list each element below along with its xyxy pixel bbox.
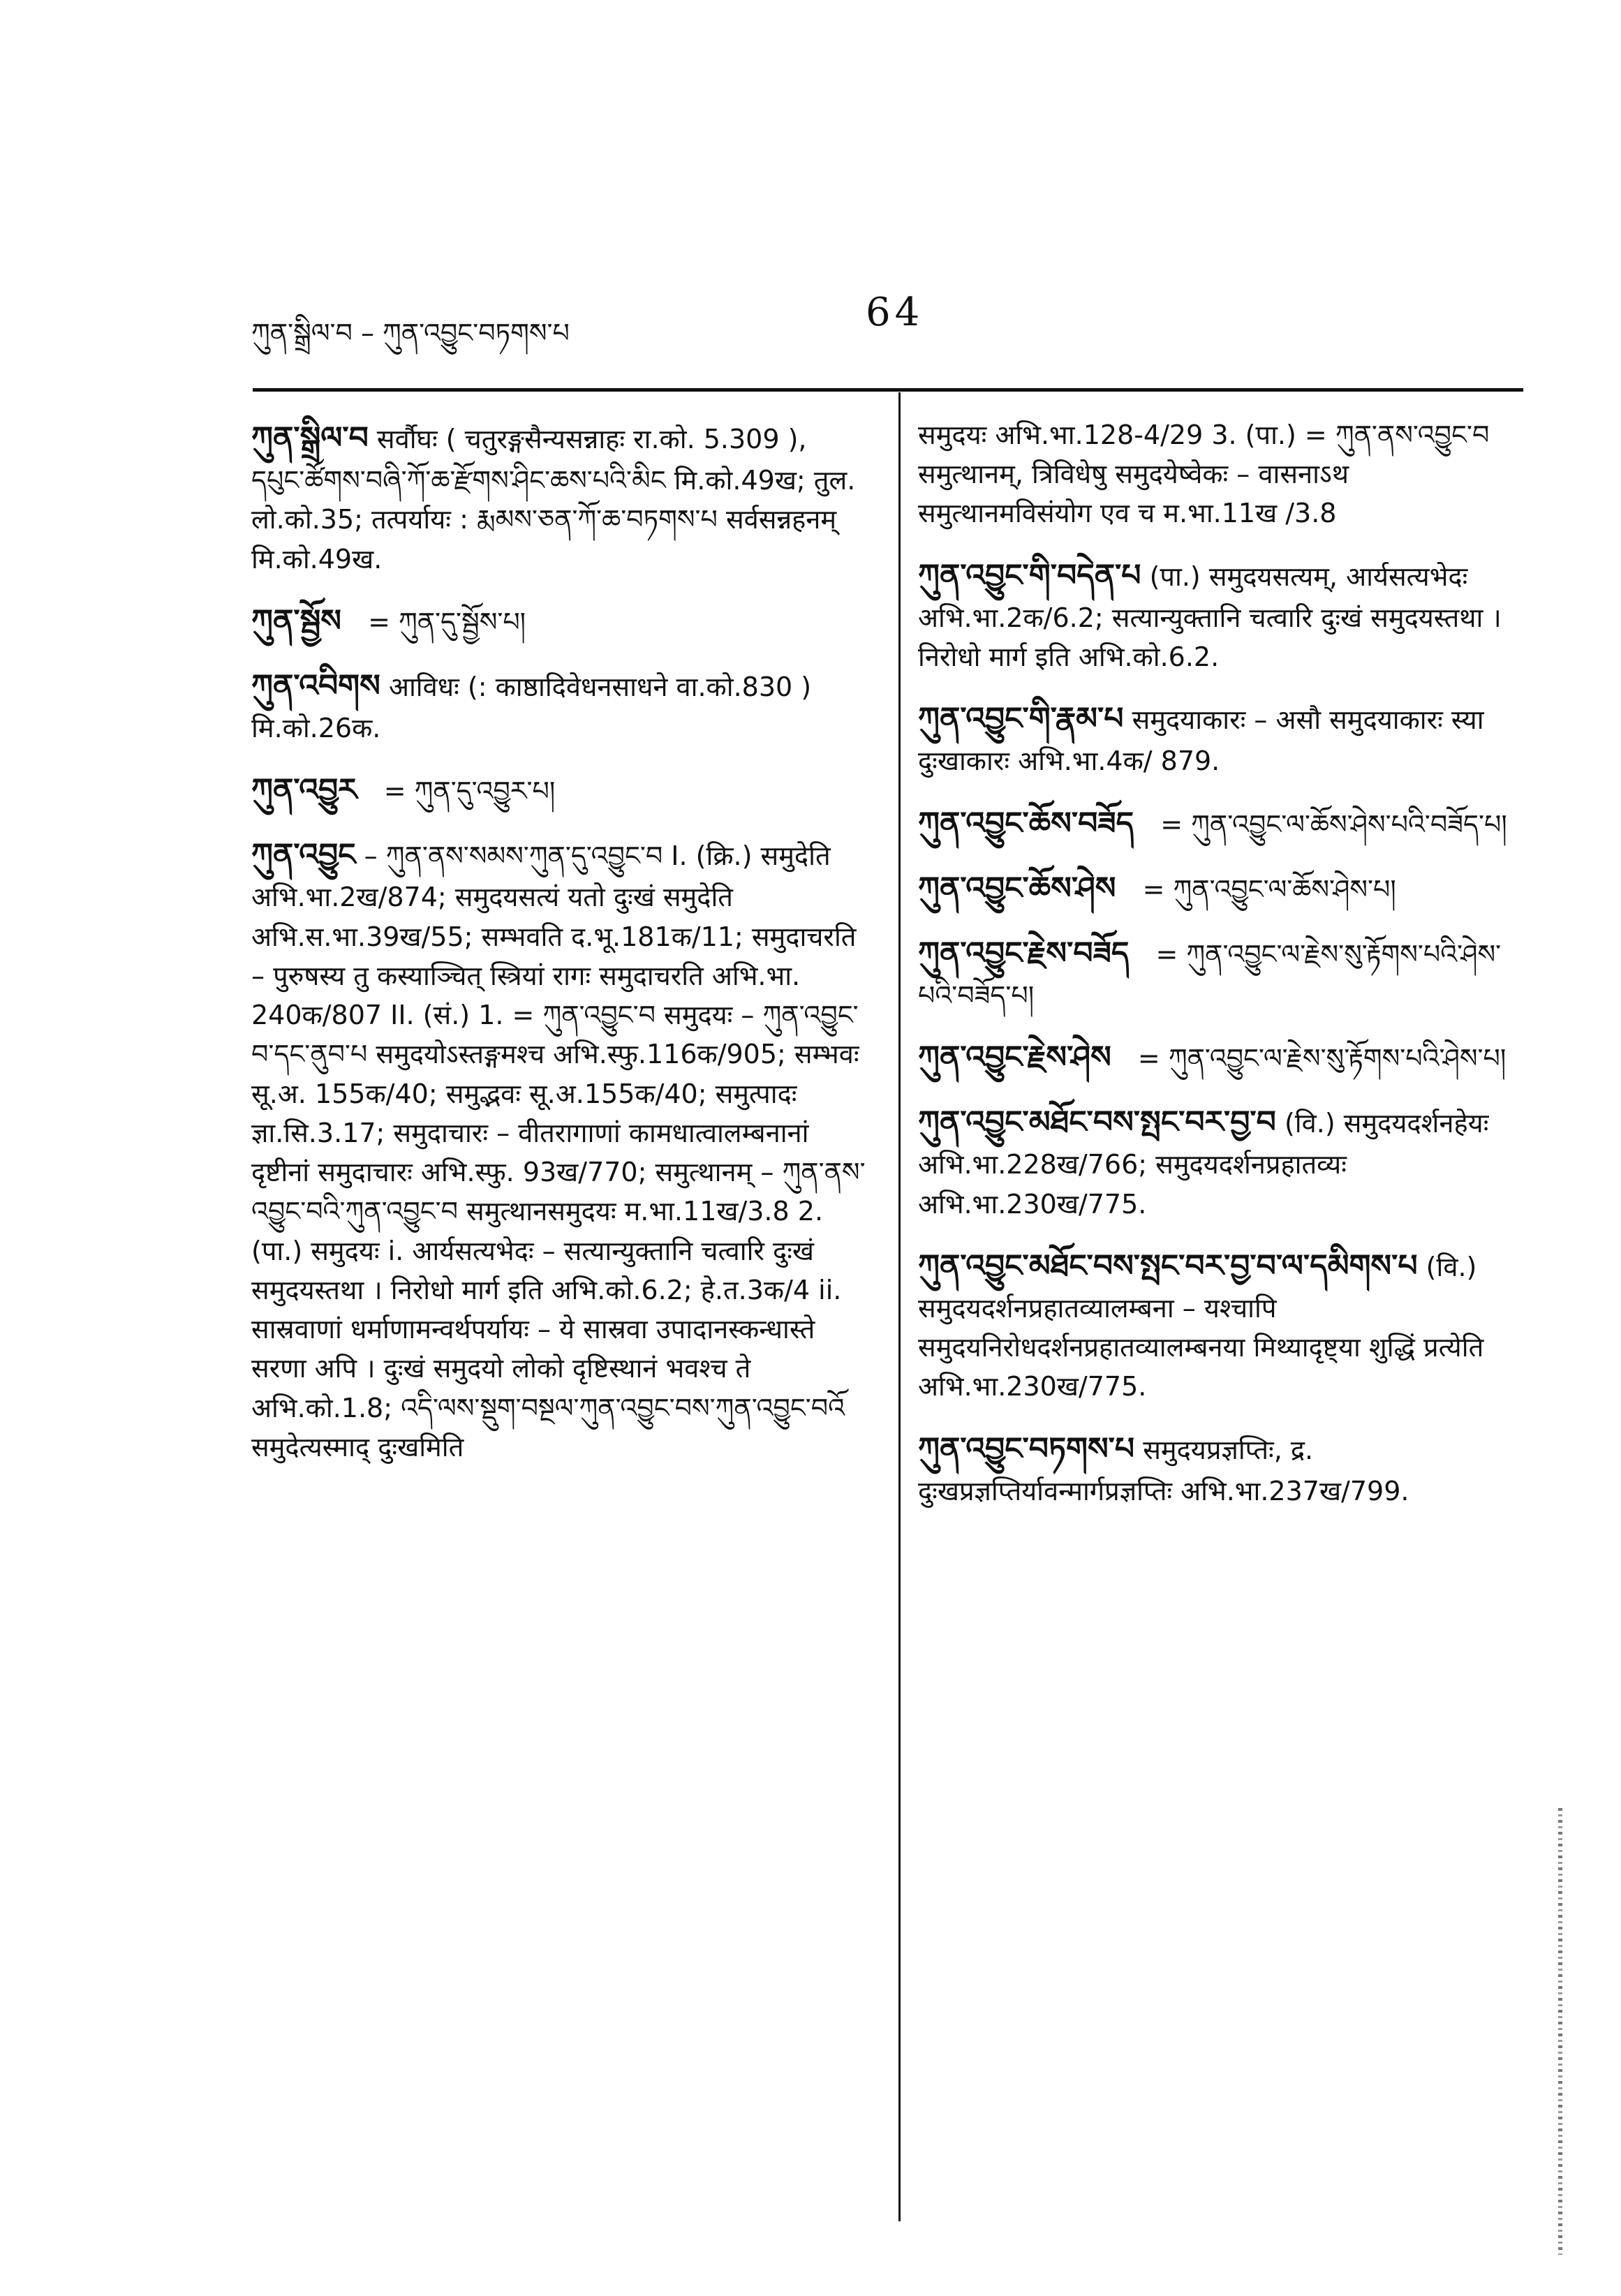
dictionary-entry xyxy=(918,696,1525,780)
dictionary-entry xyxy=(251,598,866,644)
dictionary-entry xyxy=(251,832,866,1467)
entry-headword: ཀུན་འབིགས xyxy=(251,667,380,704)
entry-text: = ཀུན་དུ་འབྱུར་པ། xyxy=(383,776,556,807)
dictionary-entry xyxy=(918,931,1525,1015)
dictionary-entry xyxy=(918,801,1525,846)
entry-headword: ཀུན་འབྱུང xyxy=(251,837,356,873)
entry-headword: ཀུན་འབྱུང་རྗེས་ཤེས xyxy=(918,1039,1111,1076)
running-header xyxy=(251,290,1522,366)
entry-text: आविधः (: काष्ठादिवेधनसाधने वा.को.830 ) मि.को.26क. xyxy=(251,671,812,744)
entry-text: समुदयाकारः – असौ समुदयाकारः स्या दुःखाकारः अभि.भा.4क/ 879. xyxy=(918,704,1484,777)
entry-headword: ཀུན་འབྱུང་བཏགས་པ xyxy=(918,1430,1135,1467)
entry-text: = ཀུན་འབྱུང་ལ་ཆོས་ཤེས་པའི་བཟོད་པ། xyxy=(1160,808,1507,840)
dictionary-entry xyxy=(918,1426,1525,1511)
entry-headword: ཀུན་འབྱུང་གི་རྣམ་པ xyxy=(918,701,1124,737)
scan-edge-artifact xyxy=(1558,1808,1562,2255)
header-entry-range: ཀུན་སྒྲིལ་བ – ཀུན་འབྱུང་བཏགས་པ xyxy=(251,318,570,348)
entry-headword: ཀུན་འབྱུར xyxy=(251,772,357,808)
dictionary-entry xyxy=(918,1035,1525,1080)
header-rule xyxy=(253,388,1523,392)
entry-text: = ཀུན་དུ་སྦྱོས་པ། xyxy=(368,606,526,637)
entry-text: = ཀུན་འབྱུང་ལ་རྗེས་སུ་རྟོགས་པའི་ཤེས་པའི་བཟོད་པ། xyxy=(918,938,1502,1011)
entry-text: = ཀུན་འབྱུང་ལ་ཆོས་ཤེས་པ། xyxy=(1142,873,1396,905)
dictionary-entry-continued xyxy=(918,415,1525,533)
entry-text: (पा.) समुदयसत्यम्, आर्यसत्यभेदः अभि.भा.2क/6.2; सत्यान्युक्तानि चत्वारि दुःखं समुदयस्तथा । निरोधो मार्ग इति अभि.को.6.2. xyxy=(918,561,1502,673)
column-divider xyxy=(898,392,901,2221)
dictionary-entry xyxy=(251,767,866,813)
entry-headword: ཀུན་འབྱུང་གི་བདེན་པ xyxy=(918,557,1141,593)
entry-text: = ཀུན་འབྱུང་ལ་རྗེས་སུ་རྟོགས་པའི་ཤེས་པ། xyxy=(1137,1043,1507,1074)
entry-headword: ཀུན་འབྱུང་ཆོས་བཟོད xyxy=(918,805,1134,841)
entry-text: समुदयप्रज्ञप्तिः, द्र. दुःखप्रज्ञप्तिर्यावन्मार्गप्रज्ञप्तिः अभि.भा.237ख/799. xyxy=(918,1434,1409,1506)
dictionary-entry xyxy=(918,1243,1525,1407)
dictionary-entry xyxy=(918,866,1525,911)
entry-headword: ཀུན་འབྱུང་མཐོང་བས་སྤང་བར་བྱ་བ་ལ་དམིགས་པ xyxy=(918,1247,1418,1284)
entry-text: (वि.) समुदयदर्शनप्रहातव्यालम्बना – यश्चापि समुदयनिरोधदर्शनप्रहातव्यालम्बनया मिथ्यादृष्ट्या शुद्धिं प्रत्येति अभि.भा.230ख/775. xyxy=(918,1251,1484,1402)
entry-text: सर्वौघः ( चतुरङ्गसैन्यसन्नाहः रा.को. 5.309 ), དཔུང་ཚོགས་བཞི་ཀོ་ཆ་རྫོགས་ཤིང་ཆས་པའི་མིང मि.को.49ख; तुल. लो.को.35; तत्पर्यायः : རྨམས་ཅན་ཀོ་ཆ་བཏགས་པ सर्वसन्नहनम् मि.को.49ख. xyxy=(251,424,856,575)
right-column xyxy=(918,415,1525,1530)
entry-headword: ཀུན་སྒྲིལ་བ xyxy=(251,420,369,456)
entry-text: समुदयः अभि.भा.128-4/29 3. (पा.) = ཀུན་ནས་འབྱུང་བ समुत्थानम्, त्रिविधेषु समुदयेष्वेकः – वासनाऽथ समुत्थानमविसंयोग एव च म.भा.11ख /3.8 xyxy=(918,420,1490,529)
entry-headword: ཀུན་འབྱུང་མཐོང་བས་སྤང་བར་བྱ་བ xyxy=(918,1104,1276,1141)
dictionary-entry xyxy=(918,1099,1525,1224)
entry-headword: ཀུན་སྦྱོས xyxy=(251,602,341,639)
entry-text: – ཀུན་ནས་སམས་ཀུན་དུ་འབྱུང་བ I. (क्रि.) समुदेति अभि.भा.2ख/874; समुदयसत्यं यतो दुःखं समुदेति अभि.स.भा.39ख/55; सम्भवति द.भू.181क/11; समुदाचरति – पुरुषस्य तु कस्याञ्चित् स्त्रियां रागः समुदाचरति अभि.भा. 240क/807 II. (सं.) 1. = ཀུན་འབྱུང་བ समुदयः – ཀུན་འབྱུང་བ་དང་ནུབ་པ समुदयोऽस्तङ्गमश्च अभि.स्फु.116क/905; सम्भवः सू.अ. 155क/40; समुद्भवः सू.अ.155क/40; समुत्पादः ज्ञा.सि.3.17; समुदाचारः – वीतरागाणां कामधात्वालम्बनानां दृष्टीनां समुदाचारः अभि.स्फु. 93ख/770; समुत्थानम् – ཀུན་ནས་འབྱུང་བའི་ཀུན་འབྱུང་བ समुत्थानसमुदयः म.भा.11ख/3.8 2. (पा.) समुदयः i. आर्यसत्यभेदः – सत्यान्युक्तानि चत्वारि दुःखं समुदयस्तथा । निरोधो मार्ग इति अभि.को.6.2; हे.त.3क/4 ii. सास्रवाणां धर्माणामन्वर्थपर्यायः – ये सास्रवा उपादानस्कन्धास्ते सरणा अपि । दुःखं समुदयो लोको दृष्टिस्थानं भवश्च ते अभि.को.1.8; འདི་ལས་སྡུག་བསྔལ་ཀུན་འབྱུང་བས་ཀུན་འབྱུང་བའོ समुदेत्यस्माद् दुःखमिति xyxy=(251,840,866,1462)
left-column xyxy=(251,415,866,1486)
entry-headword: ཀུན་འབྱུང་ཆོས་ཤེས xyxy=(918,870,1116,906)
dictionary-entry xyxy=(918,553,1525,677)
entry-headword: ཀུན་འབྱུང་རྗེས་བཟོད xyxy=(918,935,1130,971)
dictionary-entry xyxy=(251,415,866,579)
dictionary-entry xyxy=(251,663,866,748)
page-number: 64 xyxy=(866,290,924,335)
entry-text: (वि.) समुदयदर्शनहेयः अभि.भा.228ख/766; समुदयदर्शनप्रहातव्यः अभि.भा.230ख/775. xyxy=(918,1108,1489,1220)
